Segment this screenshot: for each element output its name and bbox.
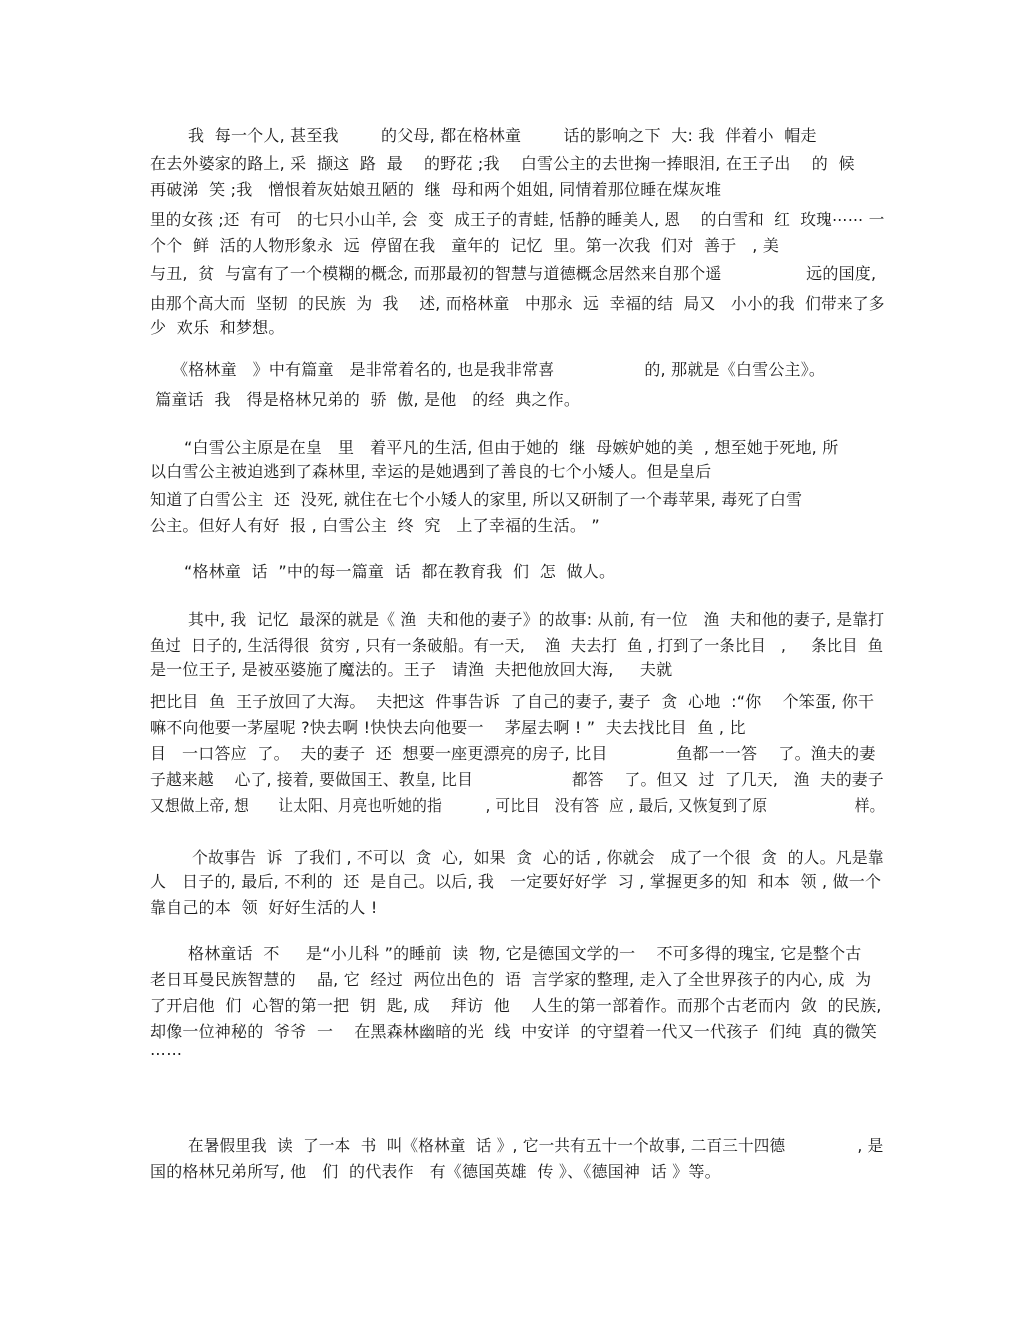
text-line: 个个 鲜 活的人物形象永 远 停留在我 童年的 记忆 里。第一次我 们对 善于 , 美 [150,236,780,255]
text-line: 我 每一个人, 甚至我 的父母, 都在格林童 话的影响之下 大: 我 伴着小 帽走 [188,126,817,145]
text-line: “格林童 话 ”中的每一篇童 话 都在教育我 们 怎 做人。 [184,562,616,581]
text-line: 在去外婆家的路上, 采 撷这 路 最 的野花 ;我 白雪公主的去世掬一捧眼泪, 在王子出 的 候 [150,154,855,173]
text-line: 《格林童 》中有篇童 是非常着名的, 也是我非常喜 的, 那就是《白雪公主》。 [172,360,826,379]
text-line: 格林童话 不 是“小儿科 ”的睡前 读 物, 它是德国文学的一 不可多得的瑰宝, 它是整个古 [188,944,862,963]
text-line: 鱼过 日子的, 生活得很 贫穷 , 只有一条破船。有一天, 渔 夫去打 鱼 , 打到了一条比目 , 条比目 鱼 [150,636,884,655]
text-line: 公主。但好人有好 报 , 白雪公主 终 究 上了幸福的生活。 ” [150,516,600,535]
text-line: 是一位王子, 是被巫婆施了魔法的。王子 请渔 夫把他放回大海, 夫就 [150,660,673,679]
text-line: 靠自己的本 领 好好生活的人 ! [150,898,378,917]
text-line: 少 欢乐 和梦想。 [150,318,285,337]
text-line: 却像一位神秘的 爷爷 一 在黑森林幽暗的光 线 中安详 的守望着一代又一代孩子 们纯 真的微笑 [150,1022,877,1041]
text-line: 目 一口答应 了。 夫的妻子 还 想要一座更漂亮的房子, 比目 鱼都一一答 了。渔夫的妻 [150,744,876,763]
text-line: 其中, 我 记忆 最深的就是《 渔 夫和他的妻子》的故事: 从前, 有一位 渔 夫和他的妻子, 是靠打 [188,610,885,629]
text-line: 在暑假里我 读 了一本 书 叫《格林童 话 》, 它一共有五十一个故事, 二百三十四德 , 是 [188,1136,884,1155]
text-line: ⋯⋯ [150,1044,183,1063]
text-line: 国的格林兄弟所写, 他 们 的代表作 有《德国英雄 传 》、《德国神 话 》等。 [150,1162,721,1181]
text-line: 再破涕 笑 ;我 憎恨着灰姑娘丑陋的 继 母和两个姐姐, 同情着那位睡在煤灰堆 [150,180,722,199]
text-line: 篇童话 我 得是格林兄弟的 骄 傲, 是他 的经 典之作。 [150,390,581,409]
text-line: 又想做上帝, 想 让太阳、月亮也听她的指 , 可比目 没有答 应 , 最后, 又恢复到了原 样。 [150,796,885,815]
text-line: 子越来越 心了, 接着, 要做国王、教皇, 比目 都答 了。但又 过 了几天, 渔 夫的妻子 [150,770,884,789]
text-line: “白雪公主原是在皇 里 着平凡的生活, 但由于她的 继 母嫉妒她的美 , 想至她于死地, 所 [184,438,839,457]
text-line: 老日耳曼民族智慧的 晶, 它 经过 两位出色的 语 言学家的整理, 走入了全世界孩子的内心, 成 为 [150,970,872,989]
text-line: 以白雪公主被迫逃到了森林里, 幸运的是她遇到了善良的七个小矮人。但是皇后 [150,462,712,481]
text-line: 人 日子的, 最后, 不利的 还 是自己。以后, 我 一定要好好学 习 , 掌握更多的知 和本 领 , 做一个 [150,872,882,891]
text-line: 里的女孩 ;还 有可 的七只小山羊, 会 变 成王子的青蛙, 恬静的睡美人, 恩 的白雪和 红 玫瑰⋯⋯ 一 [150,210,885,229]
text-line: 把比目 鱼 王子放回了大海。 夫把这 件事告诉 了自己的妻子, 妻子 贪 心地 :“你 个笨蛋, 你干 [150,692,875,711]
text-line: 了开启他 们 心智的第一把 钥 匙, 成 拜访 他 人生的第一部着作。而那个古老而内 敛 的民族, [150,996,882,1015]
text-line: 嘛不向他要一茅屋呢 ?快去啊 !快快去向他要一 茅屋去啊 ! ” 夫去找比目 鱼 , 比 [150,718,746,737]
text-line: 个故事告 诉 了我们 , 不可以 贪 心, 如果 贪 心的话 , 你就会 成了一个很 贪 的人。凡是靠 [192,848,884,867]
text-line: 与丑, 贫 与富有了一个模糊的概念, 而那最初的智慧与道德概念居然来自那个遥 远的国度, [150,264,877,283]
text-line: 由那个高大而 坚韧 的民族 为 我 述, 而格林童 中那永 远 幸福的结 局又 小小的我 们带来了多 [150,294,885,313]
text-line: 知道了白雪公主 还 没死, 就住在七个小矮人的家里, 所以又研制了一个毒苹果, 毒死了白雪 [150,490,803,509]
